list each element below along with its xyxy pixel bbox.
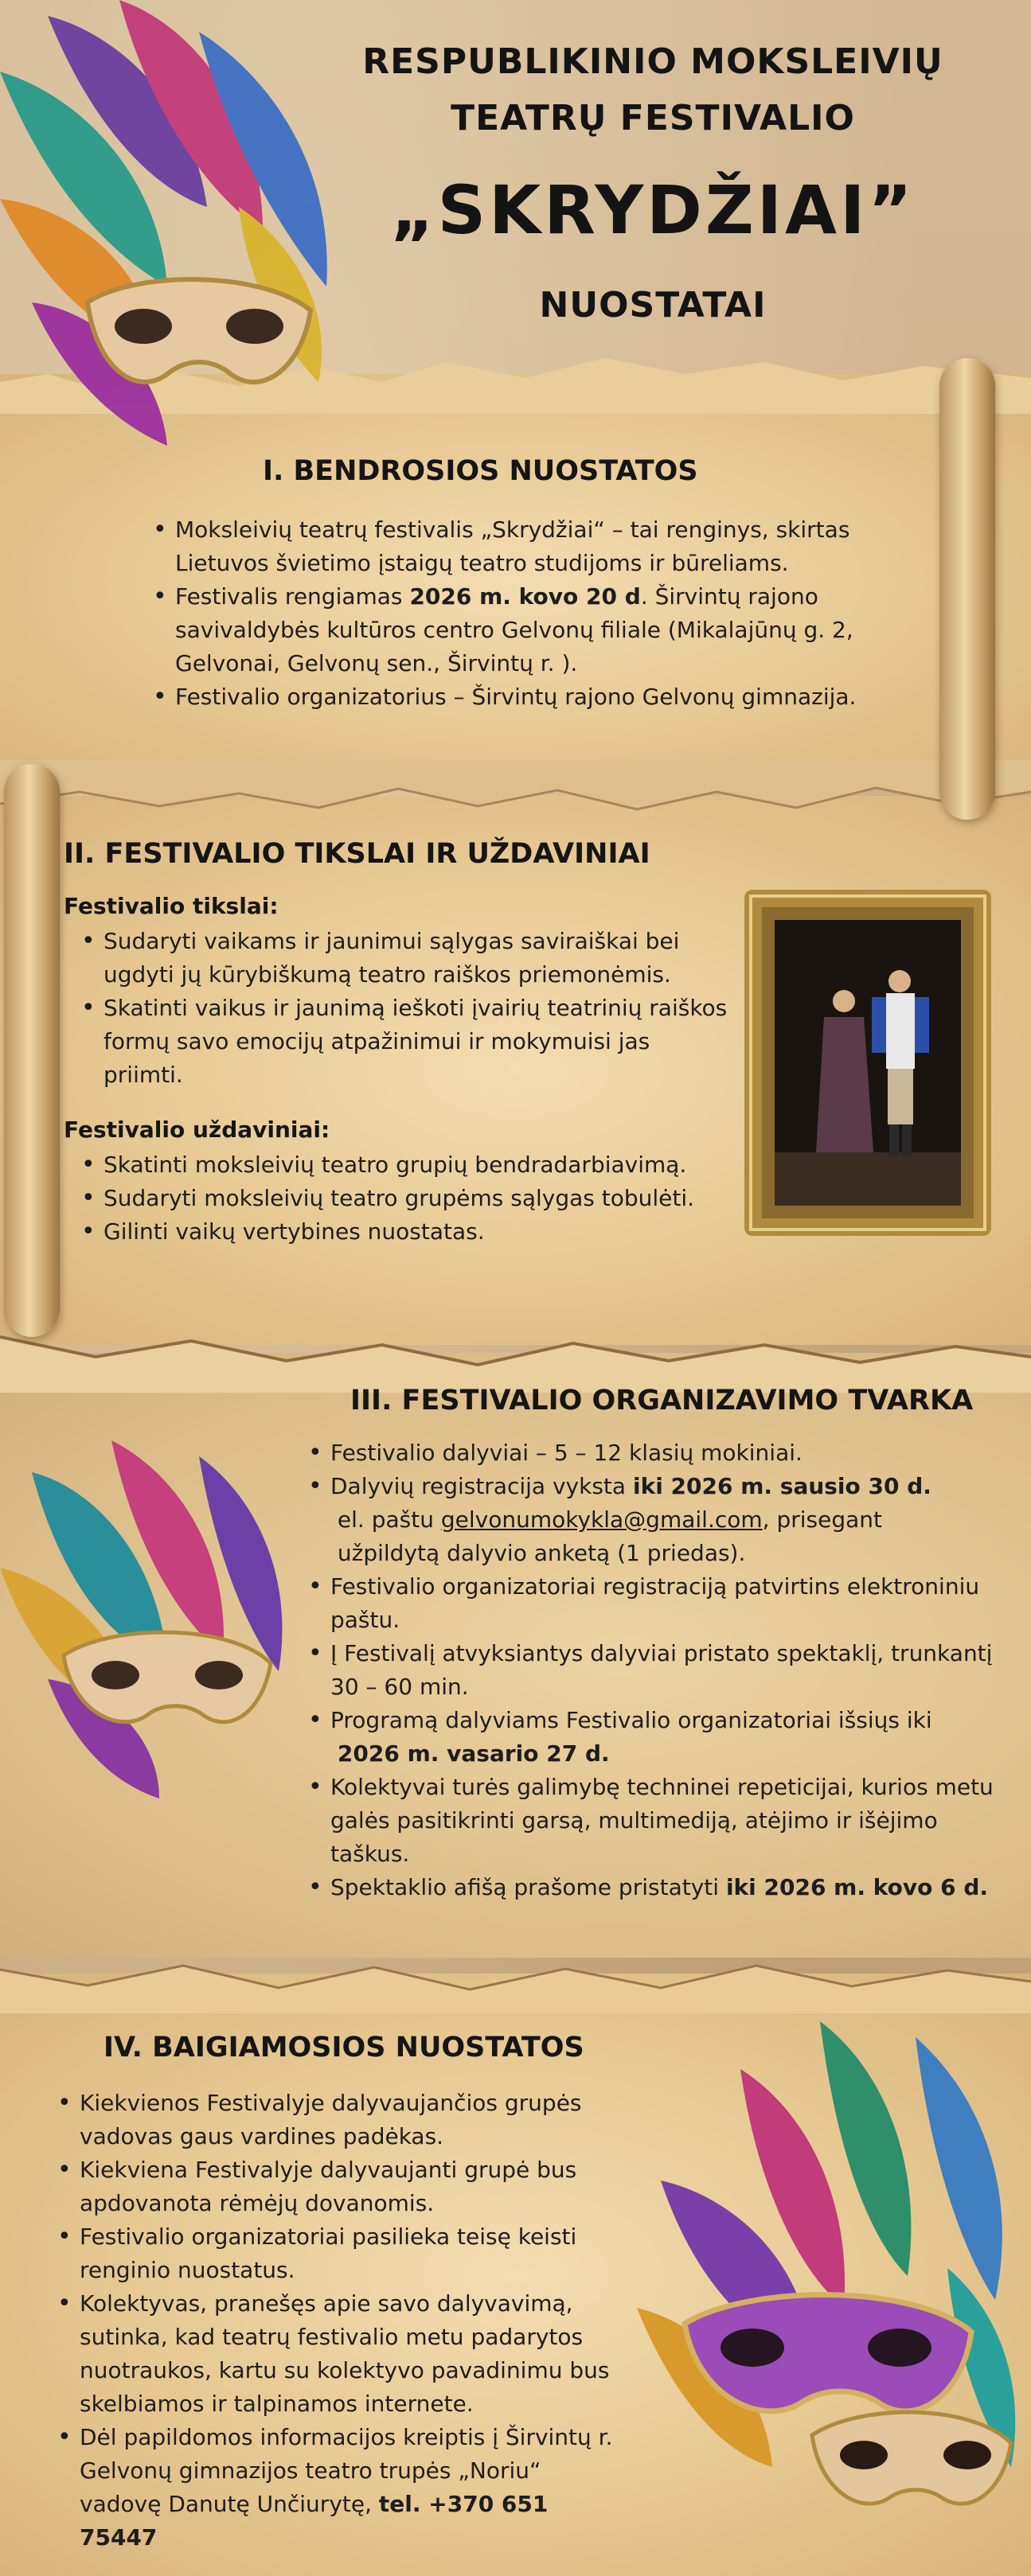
list-item: • Dalyvių registracija vyksta iki 2026 m. sausio 30 d. el. paštu gelvonumokykla@gmail.com, prisegant užpildytą dalyvio anketą (1 priedas). <box>307 1470 1007 1570</box>
tasks-list <box>80 1148 740 1249</box>
header-festival-name: „SKRYDŽIAI” <box>390 171 916 249</box>
torn-edge-2 <box>0 760 1031 832</box>
framed-theater-photo <box>744 890 991 1236</box>
list-item: • Festivalio organizatoriai pasilieka teisę keisti renginio nuostatus. <box>56 2220 629 2287</box>
list-item: • Festivalio dalyviai – 5 – 12 klasių mokiniai. <box>307 1436 1007 1470</box>
header-line-1: RESPUBLIKINIO MOKSLEIVIŲ <box>362 41 943 82</box>
torn-edge-3 <box>0 1321 1031 1393</box>
list-item: • Kolektyvai turės galimybę techninei repeticijai, kurios metu galės pasitikrinti garsą, multimediją, atėjimo ir išėjimo taškus. <box>307 1771 1007 1871</box>
torn-edge-4 <box>0 1942 1031 2013</box>
list-item: • Moksleivių teatrų festivalis „Skrydžiai“ – tai renginys, skirtas Lietuvos švietimo įstaigų teatro studijoms ir būreliams. <box>151 513 931 580</box>
list-item: • Kiekviena Festivalyje dalyvaujanti grupė bus apdovanota rėmėjų dovanomis. <box>56 2153 629 2220</box>
section3-list <box>307 1436 1007 1904</box>
list-item: • Spektaklio afišą prašome pristatyti iki 2026 m. kovo 6 d. <box>307 1871 1007 1904</box>
list-item: • Sudaryti moksleivių teatro grupėms sąlygas tobulėti. <box>80 1182 740 1215</box>
list-item: • Sudaryti vaikams ir jaunimui sąlygas saviraiškai bei ugdyti jų kūrybiškumą teatro raiškos priemonėmis. <box>80 925 740 992</box>
list-item: • Skatinti vaikus ir jaunimą ieškoti įvairių teatrinių raiškos formų savo emocijų atpažinimui ir mokymuisi jas priimti. <box>80 992 740 1092</box>
list-item: • Skatinti moksleivių teatro grupių bendradarbiavimą. <box>80 1148 740 1182</box>
section2-heading: II. FESTIVALIO TIKSLAI IR UŽDAVINIAI <box>64 838 650 870</box>
tasks-label: Festivalio uždaviniai: <box>64 1117 330 1143</box>
list-item: • Programą dalyviams Festivalio organizatoriai išsiųs iki 2026 m. vasario 27 d. <box>307 1704 1007 1771</box>
email-link[interactable]: gelvonumokykla@gmail.com <box>440 1506 763 1533</box>
section3-heading: III. FESTIVALIO ORGANIZAVIMO TVARKA <box>350 1385 974 1417</box>
section4-list <box>56 2087 629 2555</box>
list-item: • Gilinti vaikų vertybines nuostatas. <box>80 1215 740 1249</box>
header-line-4: NUOSTATAI <box>539 285 767 325</box>
goals-label: Festivalio tikslai: <box>64 893 279 919</box>
scroll-roll-left <box>4 764 60 1337</box>
list-item: • Festivalio organizatoriai registraciją patvirtins elektroniniu paštu. <box>307 1570 1007 1637</box>
goals-list <box>80 925 740 1092</box>
list-item: • Kolektyvas, pranešęs apie savo dalyvavimą, sutinka, kad teatrų festivalio metu padarytos nuotraukos, kartu su kolektyvo pavadinimu bus skelbiamos ir talpinamos internete. <box>56 2287 629 2421</box>
section1-list <box>151 513 931 714</box>
list-item: • Dėl papildomos informacijos kreiptis į Širvintų r. Gelvonų gimnazijos teatro trupės „Noriu“ vadovę Danutę Unčiurytę, tel. +370 651 75447 <box>56 2421 629 2555</box>
section4-heading: IV. BAIGIAMOSIOS NUOSTATOS <box>103 2032 584 2064</box>
list-item: • Į Festivalį atvyksiantys dalyviai pristato spektaklį, trunkantį 30 – 60 min. <box>307 1637 1007 1704</box>
section1-heading: I. BENDROSIOS NUOSTATOS <box>263 455 698 487</box>
list-item: • Kiekvienos Festivalyje dalyvaujančios grupės vadovas gaus vardines padėkas. <box>56 2087 629 2153</box>
list-item: • Festivalis rengiamas 2026 m. kovo 20 d. Širvintų rajono savivaldybės kultūros centro Gelvonų filiale (Mikalajūnų g. 2, Gelvonai, Gelvonų sen., Širvintų r. ). <box>151 580 931 680</box>
header-line-2: TEATRŲ FESTIVALIO <box>451 98 855 138</box>
scroll-roll-right-top <box>939 358 995 820</box>
list-item: • Festivalio organizatorius – Širvintų rajono Gelvonų gimnazija. <box>151 680 931 714</box>
feather-mask-icon <box>613 2005 1031 2576</box>
feather-mask-icon <box>0 1440 303 1806</box>
